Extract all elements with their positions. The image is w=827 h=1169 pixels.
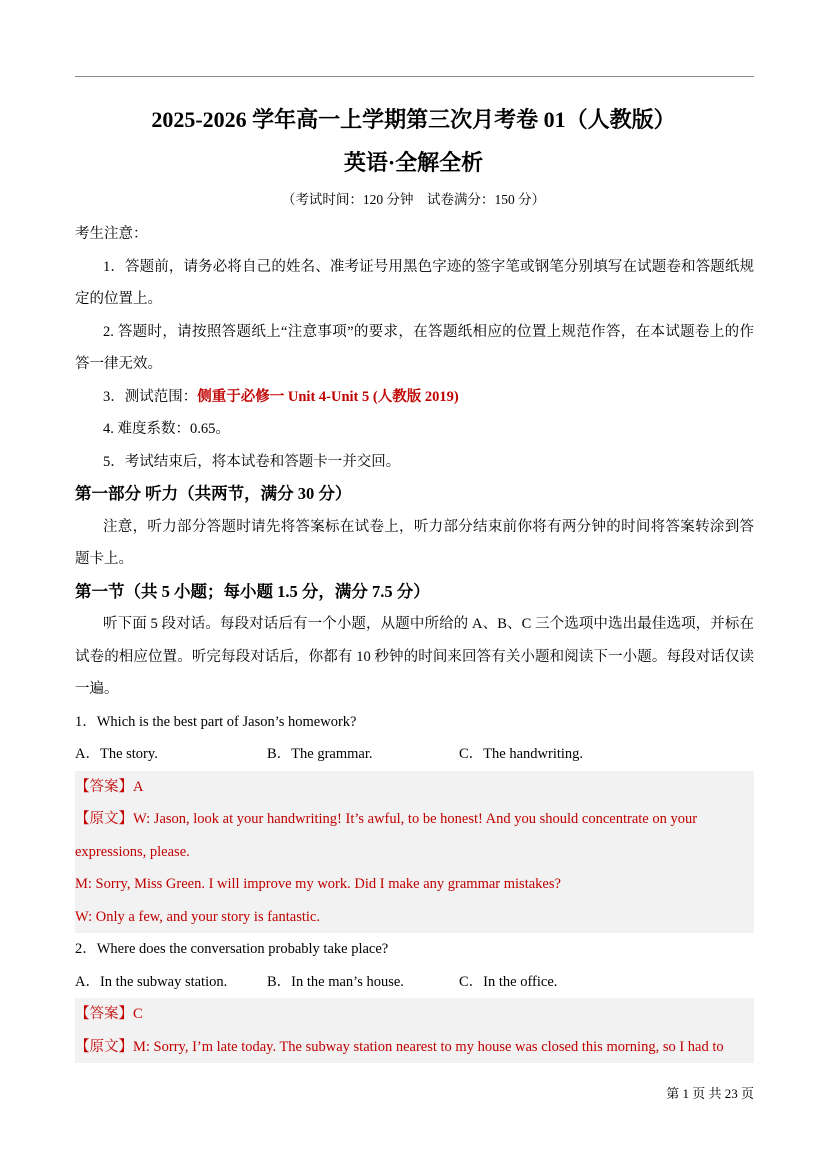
section-1-instructions (75, 608, 754, 706)
question-1-transcript-line-3: M: Sorry, Miss Green. I will improve my work. Did I make any grammar mistakes? (75, 876, 561, 892)
notice-heading: 考生注意： (75, 226, 148, 242)
question-1-option-b: B．The grammar. (267, 746, 373, 762)
page-title: 2025-2026 学年高一上学期第三次月考卷 01（人教版） (151, 107, 676, 132)
question-1-transcript-line-2: expressions, please. (75, 843, 190, 860)
notice-item-1-line-1: 1．答题前，请务必将自己的姓名、准考证号用黑色字迹的签字笔或钢笔分别填写在试题卷和答题纸规 (103, 258, 754, 275)
notice-item-1 (75, 251, 754, 316)
listening-note-line-1: 注意，听力部分答题时请先将答案标在试卷上，听力部分结束前你将有两分钟的时间将答案转涂到答 (103, 518, 754, 535)
transcript-label: 【原文】 (75, 1038, 133, 1055)
question-1-options (75, 738, 754, 771)
question-1-option-a: A．The story. (75, 746, 158, 762)
notice-item-3 (75, 381, 754, 414)
answer-value: A (133, 778, 144, 795)
question-2-options (75, 966, 754, 999)
instructions-line-1: 听下面 5 段对话。每段对话后有一个小题，从题中所给的 A、B、C 三个选项中选出最佳选项，并标在 (103, 616, 754, 632)
question-2-answer-box (75, 998, 754, 1063)
listening-note (75, 511, 754, 576)
notice-item-2 (75, 316, 754, 381)
question-2-option-c: C．In the office. (459, 973, 558, 990)
test-scope-value: 侧重于必修一 Unit 4-Unit 5 (人教版 2019) (197, 388, 459, 405)
question-1 (75, 706, 754, 934)
exam-info: （考试时间：120 分钟 试卷满分：150 分） (281, 192, 546, 207)
question-1-transcript-line-4: W: Only a few, and your story is fantastic. (75, 908, 320, 925)
transcript-text: W: Jason, look at your handwriting! It’s awful, to be honest! And you should concentrate on your (133, 811, 698, 827)
instructions-line-3: 一遍。 (75, 681, 119, 697)
question-2-transcript-line-1 (75, 1031, 754, 1064)
question-2 (75, 933, 754, 1063)
listening-note-line-2: 题卡上。 (75, 551, 133, 567)
answer-label: 【答案】 (75, 778, 133, 795)
instructions-line-2: 试卷的相应位置。听完每段对话后，你都有 10 秒钟的时间来回答有关小题和阅读下一小题。每段对话仅读 (75, 648, 754, 665)
question-2-stem: 2．Where does the conversation probably take place? (75, 941, 389, 957)
question-2-option-a: A．In the subway station. (75, 973, 228, 990)
notice-item-5: 5．考试结束后，将本试卷和答题卡一并交回。 (103, 453, 401, 470)
notice-item-2-line-1: 2. 答题时，请按照答题纸上“注意事项”的要求，在答题纸相应的位置上规范作答，在本试题卷上的作 (103, 323, 754, 340)
question-1-option-c: C．The handwriting. (459, 746, 584, 762)
page-number: 第 1 页 共 23 页 (666, 1086, 754, 1101)
question-1-answer (75, 771, 754, 804)
answer-label: 【答案】 (75, 1006, 133, 1022)
transcript-text: M: Sorry, I’m late today. The subway station nearest to my house was closed this morning, so I had to (133, 1038, 724, 1055)
answer-value: C (133, 1006, 143, 1022)
part-1-heading: 第一部分 听力（共两节，满分 30 分） (75, 484, 352, 503)
notice-item-2-line-2: 答一律无效。 (75, 356, 162, 372)
document-body (75, 218, 754, 1063)
test-scope-label: 3．测试范围： (103, 388, 198, 405)
question-2-answer (75, 998, 754, 1031)
transcript-label: 【原文】 (75, 811, 133, 827)
question-1-stem: 1．Which is the best part of Jason’s homework? (75, 713, 357, 730)
section-1-heading: 第一节（共 5 小题；每小题 1.5 分，满分 7.5 分） (75, 581, 430, 601)
notice-item-1-line-2: 定的位置上。 (75, 291, 162, 307)
question-1-transcript-line-1 (75, 803, 754, 836)
page-subtitle: 英语·全解全析 (343, 150, 484, 175)
question-2-option-b: B．In the man’s house. (267, 973, 404, 990)
header-rule (75, 76, 754, 77)
notice-item-4: 4. 难度系数：0.65。 (103, 421, 230, 437)
question-1-answer-box (75, 771, 754, 934)
